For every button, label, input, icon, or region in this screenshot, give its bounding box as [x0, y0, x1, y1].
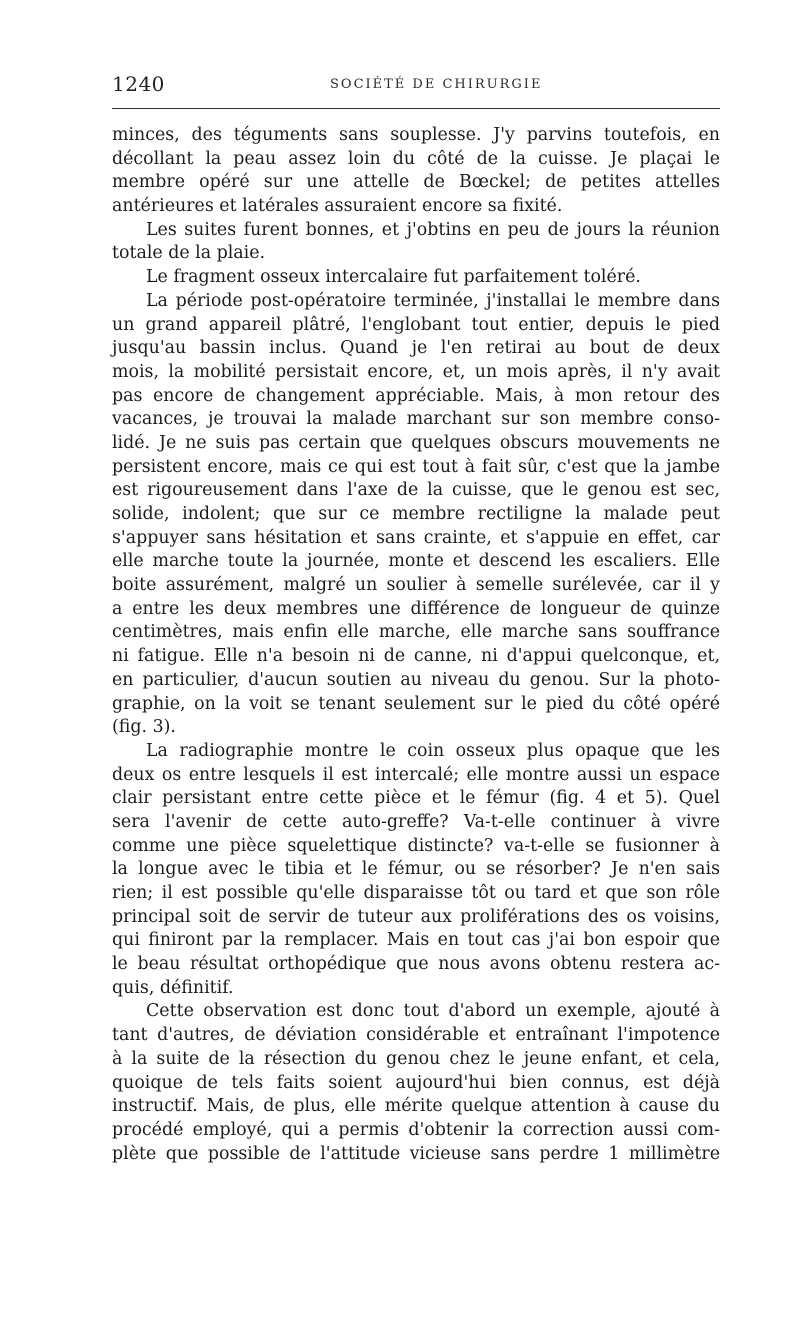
text-line: s'appuyer sans hésitation et sans crainte, et s'appuie en effet, car: [112, 527, 720, 548]
running-header: [112, 72, 720, 98]
text-line: antérieures et latérales assuraient encore sa fixité.: [112, 196, 563, 217]
text-line: La radiographie montre le coin osseux plus opaque que les: [146, 740, 720, 761]
page-number: 1240: [112, 72, 165, 96]
text-line: quis, définitif.: [112, 977, 234, 998]
text-line: en particulier, d'aucun soutien au niveau du genou. Sur la photo-: [112, 669, 720, 690]
header-rule: [112, 108, 720, 109]
text-line: elle marche toute la journée, monte et descend les escaliers. Elle: [112, 551, 720, 572]
text-line: Le fragment osseux intercalaire fut parfaitement toléré.: [146, 267, 641, 288]
text-line: (fig. 3).: [112, 717, 176, 738]
text-line: instructif. Mais, de plus, elle mérite quelque attention à cause du: [112, 1096, 720, 1117]
body-text: [112, 124, 720, 1166]
text-line: Les suites furent bonnes, et j'obtins en peu de jours la réunion: [146, 219, 720, 240]
text-line: principal soit de servir de tuteur aux proliférations des os voisins,: [112, 906, 720, 927]
text-line: jusqu'au bassin inclus. Quand je l'en retirai au bout de deux: [112, 338, 720, 359]
text-line: minces, des téguments sans souplesse. J'y parvins toutefois, en: [112, 125, 720, 145]
text-line: Cette observation est donc tout d'abord un exemple, ajouté à: [146, 1001, 720, 1022]
text-line: qui finiront par la remplacer. Mais en tout cas j'ai bon espoir que: [112, 930, 720, 951]
text-line: à la suite de la résection du genou chez le jeune enfant, et cela,: [112, 1048, 720, 1069]
text-line: comme une pièce squelettique distincte? va-t-elle se fusionner à: [112, 835, 720, 856]
text-line: le beau résultat orthopédique que nous avons obtenu restera ac-: [112, 954, 720, 975]
text-line: procédé employé, qui a permis d'obtenir la correction aussi com-: [112, 1119, 720, 1140]
text-line: persistent encore, mais ce qui est tout à fait sûr, c'est que la jambe: [112, 456, 720, 477]
text-line: membre opéré sur une attelle de Bœckel; de petites attelles: [112, 172, 720, 193]
text-line: la longue avec le tibia et le fémur, ou se résorber? Je n'en sais: [112, 859, 720, 880]
text-line: graphie, on la voit se tenant seulement sur le pied du côté opéré: [112, 693, 720, 714]
text-line: a entre les deux membres une différence de longueur de quinze: [112, 598, 720, 619]
text-line: clair persistant entre cette pièce et le fémur (fig. 4 et 5). Quel: [112, 788, 720, 809]
text-line: décollant la peau assez loin du côté de la cuisse. Je plaçai le: [112, 148, 720, 169]
text-line: quoique de tels faits soient aujourd'hui bien connus, est déjà: [112, 1072, 720, 1093]
text-line: deux os entre lesquels il est intercalé; elle montre aussi un espace: [112, 764, 720, 785]
running-title: SOCIÉTÉ DE CHIRURGIE: [330, 77, 543, 92]
text-line: tant d'autres, de déviation considérable et entraînant l'impotence: [112, 1025, 720, 1046]
text-line: solide, indolent; que sur ce membre rectiligne la malade peut: [112, 504, 720, 524]
text-line: pas encore de changement appréciable. Mais, à mon retour des: [112, 385, 720, 406]
text-line: centimètres, mais enfin elle marche, elle marche sans souffrance: [112, 622, 720, 643]
text-line: lidé. Je ne suis pas certain que quelques obscurs mouvements ne: [112, 432, 720, 453]
text-line: rien; il est possible qu'elle disparaisse tôt ou tard et que son rôle: [112, 883, 720, 903]
text-line: un grand appareil plâtré, l'englobant tout entier, depuis le pied: [112, 314, 720, 335]
text-line: vacances, je trouvai la malade marchant sur son membre conso-: [112, 409, 720, 430]
text-line: est rigoureusement dans l'axe de la cuisse, que le genou est sec,: [112, 480, 720, 501]
text-line: sera l'avenir de cette auto-greffe? Va-t-elle continuer à vivre: [112, 811, 720, 832]
text-line: ni fatigue. Elle n'a besoin ni de canne, ni d'appui quelconque, et,: [112, 646, 720, 667]
text-line: totale de la plaie.: [112, 243, 266, 264]
text-line: plète que possible de l'attitude vicieuse sans perdre 1 millimètre: [112, 1143, 720, 1164]
text-line: La période post-opératoire terminée, j'installai le membre dans: [146, 290, 720, 311]
text-line: boite assurément, malgré un soulier à semelle surélevée, car il y: [112, 575, 720, 596]
text-line: mois, la mobilité persistait encore, et, un mois après, il n'y avait: [112, 361, 720, 382]
